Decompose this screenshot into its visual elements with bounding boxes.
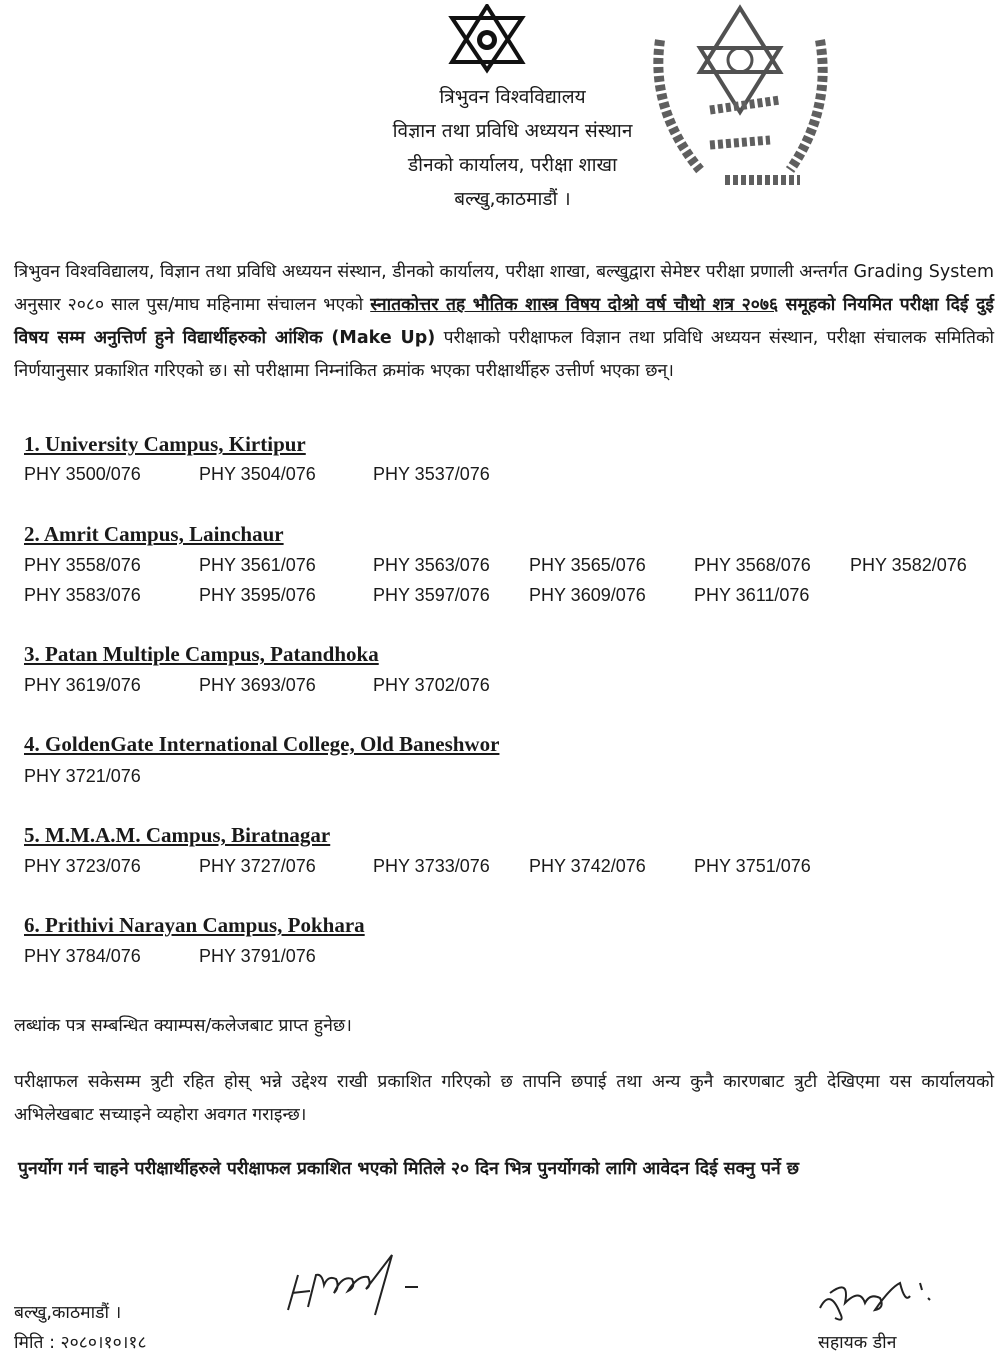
office-header: [0, 80, 1005, 216]
intro-text-1: त्रिभुवन विश्वविद्यालय, विज्ञान तथा प्रविधि अध्ययन संस्थान, डीनको कार्यालय, परीक्षा शाखा, बल्खुद्वारा सेमेष्टर परीक्षा प्रणाली अन्तर्गत Grading System अनुसार २०८० साल पुस/माघ महिनामा संचालन भएको: [14, 262, 994, 315]
footer-date: मिति : २०८०।१०।१८: [14, 1333, 147, 1353]
roll-number: PHY 3561/076: [199, 555, 316, 575]
roll-number: PHY 3500/076: [24, 464, 141, 484]
tu-logo-icon: [447, 4, 527, 74]
roll-number: PHY 3583/076: [24, 585, 141, 605]
institute-name: विज्ञान तथा प्रविधि अध्ययन संस्थान: [392, 120, 633, 142]
roll-number: PHY 3595/076: [199, 585, 316, 605]
roll-number: PHY 3751/076: [694, 856, 811, 876]
signature-examiner: [280, 1245, 430, 1320]
roll-number: PHY 3563/076: [373, 555, 490, 575]
program-name: स्नातकोत्तर तह भौतिक शास्त्र विषय दोश्रो वर्ष चौथो शत्र २०७६: [370, 295, 779, 315]
intro-paragraph: [14, 256, 994, 388]
campus-title: 6. Prithivi Narayan Campus, Pokhara: [24, 913, 365, 937]
roll-number: PHY 3597/076: [373, 585, 490, 605]
signature-assistant-dean: [810, 1268, 950, 1328]
roll-number: PHY 3504/076: [199, 464, 316, 484]
campus-title: 2. Amrit Campus, Lainchaur: [24, 522, 284, 546]
marksheet-note: लब्धांक पत्र सम्बन्धित क्याम्पस/कलेजबाट प्राप्त हुनेछ।: [14, 1016, 352, 1036]
campus-title: 3. Patan Multiple Campus, Patandhoka: [24, 642, 379, 666]
office-address: बल्खु,काठमाडौं ।: [454, 188, 571, 210]
roll-number: PHY 3558/076: [24, 555, 141, 575]
roll-number: PHY 3582/076: [850, 555, 967, 575]
roll-number: PHY 3727/076: [199, 856, 316, 876]
roll-number: PHY 3784/076: [24, 946, 141, 966]
roll-number: PHY 3565/076: [529, 555, 646, 575]
exam-type: समूहको नियमित परीक्षा दिई दुई विषय सम्म अनुत्तिर्ण हुने विद्यार्थीहरुको आंशिक (Make Up): [14, 295, 994, 348]
campus-title: 5. M.M.A.M. Campus, Biratnagar: [24, 823, 331, 847]
roll-number: PHY 3721/076: [24, 766, 141, 786]
roll-number: PHY 3742/076: [529, 856, 646, 876]
roll-number: PHY 3537/076: [373, 464, 490, 484]
university-name: त्रिभुवन विश्वविद्यालय: [439, 86, 586, 108]
roll-number: PHY 3791/076: [199, 946, 316, 966]
signatory-title: सहायक डीन: [818, 1333, 897, 1353]
roll-number: PHY 3568/076: [694, 555, 811, 575]
footer-place: बल्खु,काठमाडौं ।: [14, 1303, 122, 1323]
error-note: परीक्षाफल सकेसम्म त्रुटी रहित होस् भन्ने उद्देश्य राखी प्रकाशित गरिएको छ तापनि छपाई तथा अन्य कुनै कारणबाट त्रुटी देखिएमा यस कार्यालयको अभिलेखबाट सच्याइने व्यहोरा अवगत गराइन्छ।: [14, 1072, 994, 1125]
intro-text-3: परीक्षाको परीक्षाफल विज्ञान तथा प्रविधि अध्ययन संस्थान, परीक्षा संचालक समितिको निर्णयानुसार प्रकाशित गरिएको छ। सो परीक्षामा निम्नांकित क्रमांक भएका परीक्षार्थीहरु उत्तीर्ण भएका छन्।: [14, 328, 994, 381]
roll-number: PHY 3702/076: [373, 675, 490, 695]
office-name: डीनको कार्यालय, परीक्षा शाखा: [408, 154, 617, 176]
retotal-note: पुनर्योग गर्न चाहने परीक्षार्थीहरुले परीक्षाफल प्रकाशित भएको मितिले २० दिन भित्र पुनर्योगको लागि आवेदन दिई सक्नु पर्ने छ: [18, 1159, 800, 1179]
roll-number: PHY 3619/076: [24, 675, 141, 695]
campus-title: 4. GoldenGate International College, Old Baneshwor: [24, 732, 500, 756]
roll-number: PHY 3733/076: [373, 856, 490, 876]
roll-number: PHY 3723/076: [24, 856, 141, 876]
roll-number: PHY 3609/076: [529, 585, 646, 605]
roll-number: PHY 3611/076: [694, 585, 810, 605]
campus-title: 1. University Campus, Kirtipur: [24, 432, 306, 456]
roll-number: PHY 3693/076: [199, 675, 316, 695]
